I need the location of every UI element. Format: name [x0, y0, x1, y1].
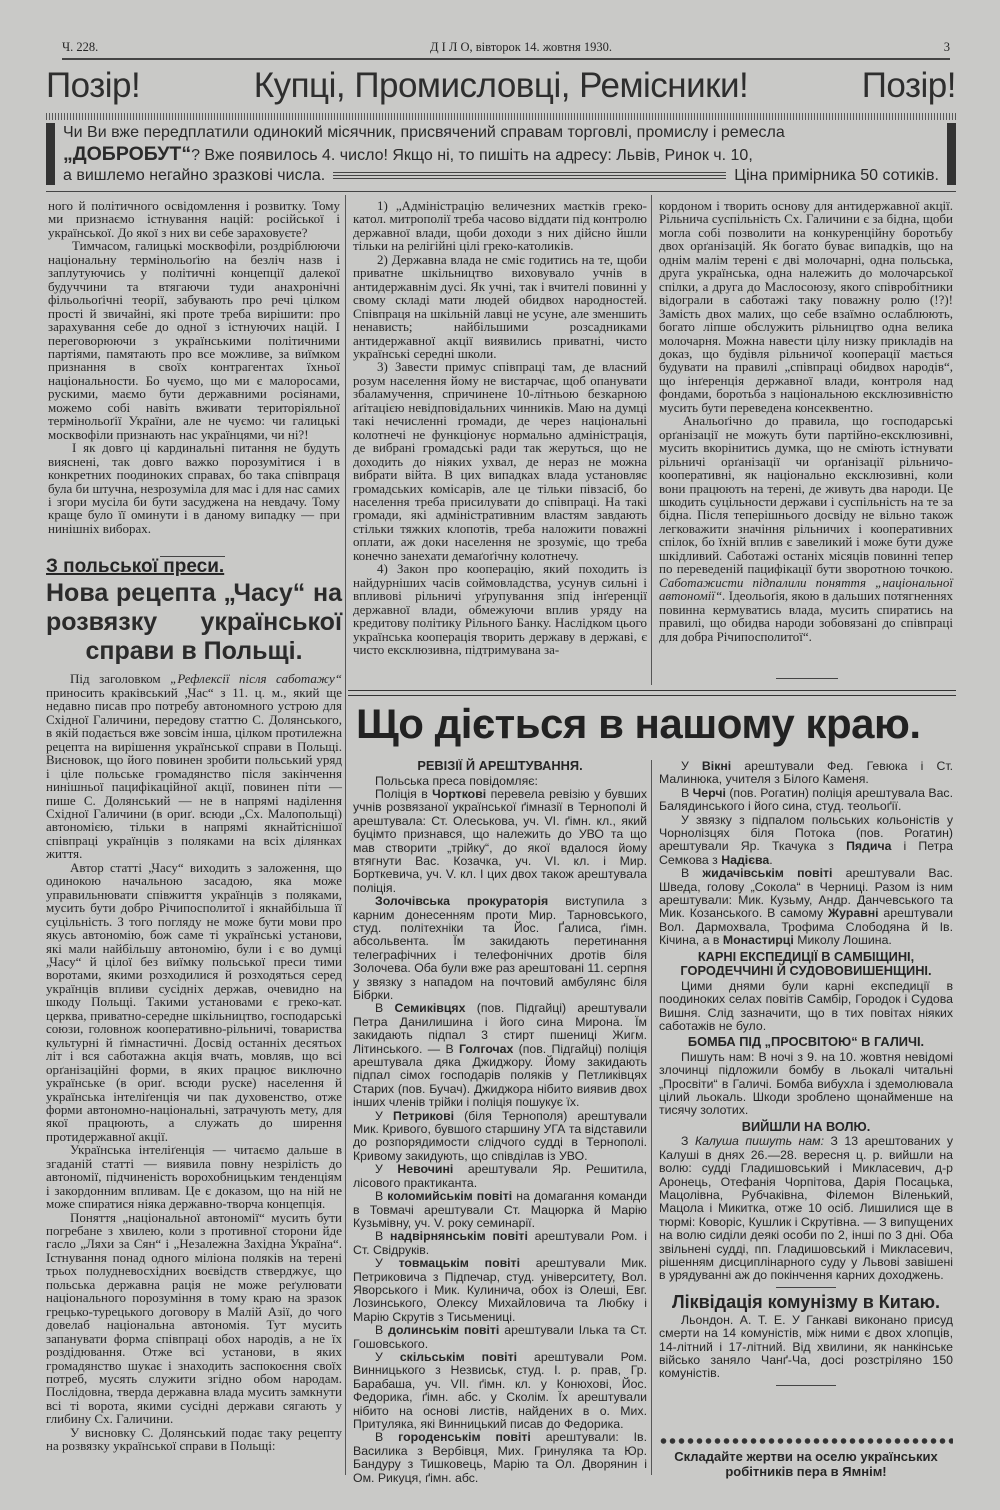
paragraph: У звязку з підпалом польських кольоністів у Чорнолізцях біля Потока (пов. Рогатин) арештували Яр. Ткачука з Пядича і Петра Семкова з Надієва.: [659, 812, 953, 867]
bold-place-name: надвірнянськім повіті: [390, 1229, 528, 1244]
ad-divider: [333, 172, 726, 180]
paragraph: Під заголовком „Рефлексії після саботажу“ приносить краківський „Час“ з 11. ц. м., який ще недавно писав про потребу автономного устрою для Східної Галичини, передову статтю С. Долянського, в якій подається вже зовсім інша, цілком протилежна рецепта на вирішення української справи в Польщі. Висновок, що його повинен зробити польський уряд і ціле польське громадянство після закінчення нинішньої пацифікаційної акції, повинен піти — пише С. Долянський — не в напрямі наділення Східної Галичини (в ориґ. всюди „Сх. Малопольщі) автономією, тільки в напрямі якнайтіснішої співпраці українців з поляками на всіх ділянках життя.: [46, 671, 342, 862]
issue-number: Ч. 228.: [62, 40, 99, 54]
appeal-block: [659, 1437, 953, 1479]
china-headline: Ліквідація комунізму в Китаю.: [671, 1291, 941, 1312]
dobrobut-advertisement: [46, 123, 956, 185]
section-heading: З польської преси.: [46, 556, 225, 577]
local-news-headline: Що діється в нашому краю.: [356, 700, 921, 747]
column-rule: [651, 195, 652, 685]
column-rule: [345, 195, 346, 1475]
ad-price: Ціна примірника 50 сотиків.: [734, 167, 939, 184]
bold-place-name: городенськім повіті: [398, 1430, 531, 1445]
bold-place-name: коломийськім повіті: [387, 1189, 513, 1204]
paragraph: У висновку С. Долянський подає таку рецепту на розвязку української справи в Польщі:: [46, 1424, 342, 1454]
released-text: [659, 1135, 953, 1282]
bold-place-name: Петрикові: [392, 1108, 455, 1123]
subheading-punitive-expeditions: КАРНІ ЕКСПЕДИЦІЇ В САМБІЩИНІ, ГОРОДЕЧЧИНІ Й СУДОВОВИШЕНЩИНІ.: [680, 948, 932, 979]
italic-text: „Рефлексії після саботажу“: [170, 671, 342, 687]
bold-place-name: Черчі: [692, 785, 726, 800]
banner-center: Купці, Промисловці, Ремісники!: [253, 66, 749, 105]
china-text: [659, 1314, 953, 1381]
paragraph: В Черчі (пов. Рогатин) поліція арештувала Вас. Балядинського і його сина, студ. теольоґії.: [659, 785, 953, 814]
bold-place-name: Надієва: [721, 852, 770, 867]
bold-place-name: Семиківцях: [394, 1001, 466, 1016]
paragraph: В городенськім повіті арештували: Ів. Василика з Вербівця, Мих. Гринуляка та Юр. Бандуру з Тишковець, Марію та Ол. Дворянин і Ом. Рикуця, ґімн. абс.: [353, 1430, 647, 1485]
paragraph: З Калуша пишуть нам: З 13 арештованих у Калуші в днях 26.—28. вересня ц. р. вийшли на волю: судді Гладишовський і Микласевич, д-р Аронець, Отефанія Чорпітова, Дарія Посацька, Мацолівна, Рубчаківна, Філемон Віленький, Мацола і Микитка, отже 10 осіб. Лишилися ще в тюрмі: Коворіс, Кушлик і Скрутівна. — З випущених на волю сиділи деякі особи по 2, інші по 3 дні. Оба звільнені судді, пп. Гладишовський і Микласевич, рішенням дисциплінарного суду у Львові завішені в урядуванні аж до покінчення карних доходжень.: [659, 1134, 953, 1283]
masthead-date: Д І Л О, вівторок 14. жовтня 1930.: [429, 40, 613, 54]
bold-place-name: Пядича: [846, 839, 892, 854]
italic-text: Калуша пишуть нам:: [694, 1134, 824, 1149]
local-news-right: [659, 760, 953, 1434]
paragraph: Пишуть нам: В ночі з 9. на 10. жовтня невідомі злочинці підложили бомбу в льокалі читальні „Просвіти“ в Галичі. Бомба вибухла і здемолювала цілий льокаль. Шкоди зроблено щонайменше на тисячу золотих.: [659, 1049, 953, 1118]
paragraph: ного й політичного освідомлення і розвитку. Тому ми признаємо істнування націй: російської і української. До якої з них ви себе зараховуєте?: [48, 198, 340, 240]
paragraph: Тимчасом, галицькі москвофіли, роздріблюючи національну термінольоґію на безліч назв і заплутуючись у політичні концепції далекої будуччини та втягаючи туди анахронічні фільольоґічні теорії, забувають про речі цілком прості й звичайні, які проте треба вирішити: про зарахування себе до одної з істнуючих націй. І переговорюючи з українськими політичними партіями, памятають про все можливе, за виїмком признання в своїх контрагентах їхньої національности. Бо чуємо, що ми є малоросами, рускими, маємо бути державними росіянами, можемо собі навіть вживати територіяльної термінольоґії України, але не чуємо: чи галицькі москвофіли признають нас українцями, чи ні?!: [48, 238, 340, 442]
paragraph: 3) Завести примус співпраці там, де власний розум населення йому не вистарчає, щоб опанувати збаламучення, спричинене 10-літньою безкарною аґітацією невідповідальних чинників. Маю на думці такі нечисленні громади, де через національні колотнечі не функціонує нормально адміністрація, де вибрані громадські ради так жеруться, що не доходить до ніяких ухвал, де нераз не можна вибрати війта. В цих випадках влада установляє громадських комісарів, але це тільки півзасіб, бо населення треба присилувати до співпраці. На такі громади, які адміністративним властям завдають стільки тяжких клопотів, треба наложити поважні оплати, аж доки населення не зрозуміє, що треба конечно занехати демаґоґічну колотнечу.: [353, 359, 647, 563]
paragraph: Поняття „національної автономії“ мусить бути погребане з хвилею, коли з противної сторони йде гасло „Ляхи за Сян“ і „Незалежна Західна Україна“. Істнування понад одного міліона поляків на терені трьох полудневосхідних воєвідств стверджує, що польська державна рація не може реґулювати національного порозуміння в тому краю на зразок грецько-турецького договору в Малій Азії, до чого довелаб національна автономія. Тут мусить запанувати форма співпраці обох народів, а не їх роздідювання. Отже всі установи, в яких громадянство шукає і знаходить заспокоєння своїх потреб, мусять служити згідно обом народам. Послідовна, тверда державна влада мусить замкнути всі ті ворота, якими сусідні держави сягають у глибину Сх. Галичини.: [46, 1209, 342, 1427]
paragraph: Льондон. А. Т. Е. У Ганкаві виконано присуд смерти на 14 комуністів, між ними є двох хлопців, 14-літний і 17-літний. Від хвилини, як нанкінське військо заняло Чанґ-Ча, досі розстріляно 150 комуністів.: [659, 1312, 953, 1381]
paragraph: У Вікні арештували Фед. Гевюка і Ст. Малинюка, учителя з Білого Каменя.: [659, 759, 954, 787]
punitive-expeditions-text: [659, 980, 953, 1034]
paragraph: В Семиківцях (пов. Підгайці) арештували Петра Данилишина і його сина Мирона. Їм закидають підпал 3 стирт пшениці Жигм. Літинського. — В Голгочах (пов. Підгайці) поліція арештувала дяка Джиджору. Йому закидають підпал сімох господарів поляків у Петликівцях Старих (пов. Бучач). Джиджора нібито виявив двох інших членів трійки і поліція пошукує їх.: [353, 1001, 647, 1110]
column-rule: [651, 760, 652, 1475]
arrests-reports-continued: [659, 760, 953, 948]
left-column-continuation: [48, 199, 340, 559]
page-number: 3: [943, 40, 950, 54]
divider: [776, 678, 838, 679]
bold-place-name: Чорткові: [432, 786, 487, 801]
paragraph: У товмацькім повіті арештували Мик. Петриковича з Підпечар, студ. університету, Вол. Яворського і Мик. Кулинича, обох із Олеші, Евг. Лозинського, Олексу Михайловича та Любку і Марію Скрутів з Тисьмениці.: [353, 1256, 647, 1324]
article-headline: Нова рецепта „Часу“ на розвязку української справи в Польщі.: [46, 579, 342, 666]
ad-banner-headline: [46, 66, 956, 106]
paragraph: У Невочині арештували Яр. Решитила, лісового практиканта.: [353, 1162, 647, 1190]
right-column-continuation: [659, 199, 953, 674]
double-rule: [348, 690, 956, 696]
bold-place-name: скільськім повіті: [399, 1349, 518, 1364]
bold-place-name: жидачівськім повіті: [702, 866, 833, 881]
paragraph: У Петрикові (біля Тернополя) арештували Мик. Кривого, бувшого старшину УГА та відставили до розпорядимости слідчого судді в Тернополі. Кривому закидують, що співділав із УВО.: [353, 1108, 647, 1163]
paragraph: В надвірнянськім повіті арештували Ром. і Ст. Свідруків.: [353, 1229, 647, 1257]
paragraph: Польська преса повідомляє:: [375, 773, 538, 788]
bold-place-name: долинськім повіті: [388, 1323, 500, 1338]
paragraph: В коломийськім повіті на домагання команди в Товмачі арештували Ст. Мацюрка й Марію Кузьмівну, уч. V. року семинарії.: [353, 1189, 648, 1230]
bold-place-name: Голгочах: [458, 1041, 514, 1056]
header-rule: [46, 191, 956, 192]
bold-place-name: товмацькім повіті: [398, 1256, 520, 1271]
paragraph: кордоном і творить основу для антидержавної акції. Рільнича суспільність Сх. Галичини є за бідна, щоби могла собі позволити на конкуренційну боротьбу двох орґанізацій. Як богато буває випадків, що на однім малім терені є дві молочарні, одна польська, друга українська, одна належить до молочарської спілки, а друга до Маслосоюзу, якого співробітники відограли в саботажі таку поважну ролю (!?)! Замість двох малих, що себе взаїмно ослаблюють, богато ліпше обслужить рільництво одна велика молочарня. Можна навести цілу низку прикладів на доказ, що будівля рільничої кооперації мається будувати на правилі „співпраці обидвох народів“, що інґеренція державної влади, контроля над фондами, боротьба з національною ексклюзивністю мусить бути переведена консеквентно.: [659, 198, 953, 415]
subheading-released: ВИЙШЛИ НА ВОЛЮ.: [741, 1118, 871, 1134]
paragraph: Автор статті „Часу“ виходить з заложення, що одинокою начальною засадою, яка може управильнювати співжиття українців з поляками, мусить бути добро Річипосполитої і якнайбільша її суцільність. З того погляду не може бути мови про якусь автономію, бож саме ті українські установи, які мали найбільшу автономію, були і є во думці „Часу“ й цілої без виїмку польської преси тими воротами, якими розходилися й розходяться серед українців впливи сусідніх держав, очевидно на шкоду Польщі. Такими установами є греко-кат. церква, приватно-середне шкільництво, господарські союзи, головнож кооперативно-рільничі, товариства культурні й ґімнастичні. Досвід останніх десятьох літ і вся саботажна акція вчать, мовляв, що всі орґанізаційні форми, в яких працює виключно українське (в ориґ. всюди руске) населення й українська інтеліґенція чи пак духовенство, отже форми автономно-національні, затрачують мету, для якої працюють, а служать до ширення протидержавної акції.: [46, 859, 342, 1144]
hatched-rule: [46, 113, 956, 120]
bomb-text: [659, 1051, 953, 1118]
paragraph: Золочівська прокураторія виступила з карним донесенням проти Мир. Тарновського, студ. політехніки та Йос. Ґалиса, ґімн. абсольвента. Їм закидають перетинання телеграфічних і телефонічних дротів біля Золочева. Оба були вже раз арештовані 11. серпня у звязку з нападом на почтовий амбулянс біля Бібрки.: [353, 894, 647, 1002]
paragraph: Анальоґічно до правила, що господарські орґанізації не можуть бути партійно-ексклюзивні, мусить вкорінитись думка, що не сміють істнувати рільничі орґанізації чи орґанізації рільничо-кооперативні, як національно ексклюзивні, коли вони працюють на терені, де живуть два народи. Це шкодить суцільности держави і суспільність на те за бідна. Після теперішнього досвіду не вільно також легковажити значіння рільничих і кооперативних спілок, бо їхній вплив є завеликий і може бути дуже шкідливий. Саботажі останіх місяців повинні тепер по переведеній пацифікації бути зворотною точкою. Саботажисти підпалили поняття „національної автономії“. Ідеольоґія, якою в дальших потягненнях повинна кермуватись влада, мусить спиратись на правилі, що обидва народи зобовязані до співпраці для добра Річипосполитої“.: [659, 413, 953, 644]
ad-line-3a: а вишлемо негайно зразкові числа.: [63, 167, 326, 184]
bold-place-name: Монастирці: [722, 933, 794, 948]
article-body: [46, 672, 342, 1452]
bold-place-name: Журавні: [828, 906, 879, 921]
arrests-reports: [353, 775, 647, 1486]
donation-appeal: Складайте жертви на оселю українських робітників пера в Ямнім!: [674, 1449, 938, 1479]
ad-line-1: Чи Ви вже передплатили одинокий місячник, присвячений справам торговлі, промислу і ремесла: [63, 124, 785, 141]
banner-right: Позір!: [861, 66, 956, 105]
banner-left: Позір!: [46, 66, 141, 105]
paragraph: Цими днями були карні експедиції в поодиноких селах повітів Самбір, Городок і Судова Вишня. Слід зазначити, що в тих повітах ніяких саботажів не було.: [659, 978, 953, 1033]
paragraph: У скільськім повіті арештували Ром. Винницького з Незвиськ, студ. І. р. прав, Гр. Барабаша, уч. VII. ґімн. кл. у Конюхові, Йос. Федорика, ґімн. абс. у Сколім. Їх арештували нібито на основі листів, найдених в о. Мих. Притуляка, які Винницький писав до Федорика.: [353, 1349, 647, 1431]
divider: [776, 1385, 836, 1386]
paragraph: 4) Закон про кооперацію, який походить із найдурніших часів соймовладства, усунув сильні і впливові рільничі уґрупування зпід інґеренції державної влади, обмежуючи вплив уряду на кредитову політику Рільного Банку. Наслідком цього українська кооперація творить державу в державі, є чисто ексклюзивна, підтримувана за-: [353, 561, 647, 657]
polish-press-article: [46, 556, 342, 1505]
paragraph: Українська інтеліґенція — читаємо дальше в згаданій статті — виявила повну незрілість до автономії, підчиненість ворохобницьким тенденціям і закордонним впливам. Це є доказом, що на ній не може спиратися ніяка державно-творча концепція.: [46, 1142, 342, 1212]
divider: [776, 1287, 836, 1288]
ad-line-2: ? Вже появилось 4. число! Якщо ні, то пишіть на адресу: Львів, Ринок ч. 10,: [191, 146, 753, 164]
paragraph: В долинськім повіті арештували Ілька та Ст. Гошовського.: [353, 1323, 647, 1351]
italic-text: Саботажисти підпалили поняття „національної автономії“.: [659, 574, 953, 604]
paragraph: В жидачівськім повіті арештували Вас. Шведа, голову „Сокола“ в Черниці. Разом із ним арештували: Мик. Кузьму, Андр. Данчевського та Мик. Козанського. В самому Журавні арештували Вол. Дармохвала, Трофима Слободяна й Ів. Кічина, а в Монастирці Миколу Лошина.: [659, 866, 954, 948]
dotted-ornament: [659, 1437, 953, 1445]
bold-place-name: Вікні: [701, 759, 732, 773]
paragraph: 2) Державна влада не сміє годитись на те, щоби приватне шкільництво виховувало учнів в антидержавнім дусі. Як учні, так і вчителі повинні у свому складі мати людей обидвох народностей. Співпраця на шкільній лавці не усуне, але зменшить ненависть; найбільшими розсадниками антидержавної акції виявились приватні, чисто українські середні школи.: [353, 251, 647, 361]
paragraph: 1) „Адміністрацію величезних маєтків греко-катол. митрополії треба часово віддати під контролю державної влади, щоби доходи з них дійсно йшли тільки на релігійні цілі греко-католиків.: [353, 198, 647, 254]
bold-place-name: Золочівська прокураторія: [375, 894, 549, 909]
local-news-middle: [353, 757, 648, 1485]
bold-place-name: Невочині: [397, 1162, 454, 1177]
paragraph: Поліція в Чорткові перевела ревізію у бувших учнів розвязаної української ґімназії в Тернополі й арештувала: Ст. Олеськова, уч. VI. ґімн. кл., який буцімто признався, що належить до УВО та що мав створити „трійку“, до якої вдалося йому втягнути Вас. Козачка, уч. VI. кл. і Мир. Борткевича, уч. V. кл. І цих двох також арештувала поліція.: [353, 786, 647, 895]
subheading-bomb: БОМБА ПІД „ПРОСВІТОЮ“ В ГАЛИЧІ.: [687, 1034, 925, 1050]
middle-column-recipe: [353, 199, 647, 689]
folio-line: [62, 40, 950, 60]
subheading-arrests: РЕВІЗІЇ Й АРЕШТУВАННЯ.: [417, 758, 583, 773]
ad-brand: „ДОБРОБУТ“: [63, 142, 192, 165]
paragraph: І як довго ці кардинальні питання не будуть вияснені, так довго важко порозумітися і в конкретних поодиноких справах, бо така співпраця була би штучна, незрозуміла для мас і для нас самих і згори мусіла би бути засуджена на невдачу. Тому краще було її оминути і в даному випадку — при нинішніх виборах.: [48, 440, 340, 536]
